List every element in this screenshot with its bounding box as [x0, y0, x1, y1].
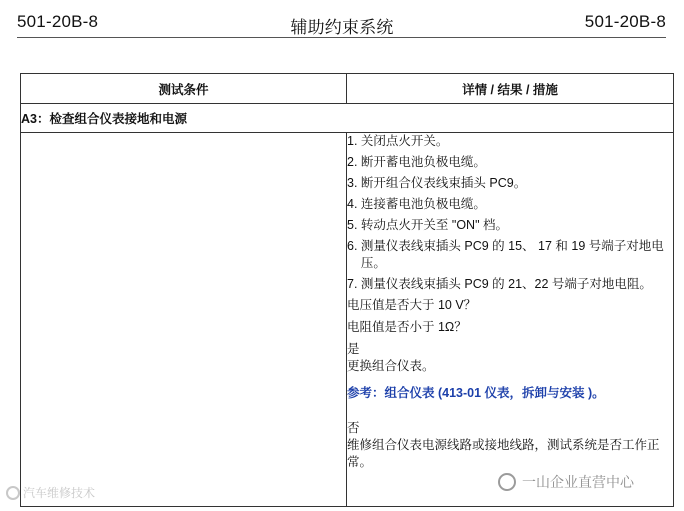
- diagnostic-table: [20, 73, 674, 507]
- list-item: 6. 测量仪表线束插头 PC9 的 15、 17 和 19 号端子对地电压。: [347, 239, 664, 270]
- list-item: 1. 关闭点火开关。: [347, 134, 449, 148]
- yes-action: 更换组合仪表。: [347, 359, 435, 373]
- no-label: 否: [347, 421, 360, 435]
- watermark-right: 一山企业直营中心: [498, 472, 634, 492]
- details-cell: [347, 133, 674, 507]
- resistance-question: 电阻值是否小于 1Ω？: [347, 320, 467, 334]
- yes-label: 是: [347, 342, 360, 356]
- watermark-left: 汽车维修技术: [6, 484, 95, 501]
- list-item: 3. 断开组合仪表线束插头 PC9。: [347, 176, 527, 190]
- doc-code-right: 501-20B-8: [584, 12, 666, 31]
- col-header-conditions: 测试条件: [21, 74, 347, 104]
- header-divider: [17, 37, 666, 38]
- list-item: 2. 断开蓄电池负极电缆。: [347, 155, 486, 169]
- voltage-question: 电压值是否大于 10 V？: [347, 298, 477, 312]
- doc-title: 辅助约束系统: [290, 18, 394, 37]
- list-item: 5. 转动点火开关至 "ON" 档。: [347, 218, 508, 232]
- wechat-icon: [498, 473, 516, 491]
- col-header-details: 详情 / 结果 / 措施: [347, 74, 674, 104]
- reference-link[interactable]: 参考：组合仪表 (413-01 仪表，拆卸与安装 )。: [347, 386, 605, 400]
- list-item: 4. 连接蓄电池负极电缆。: [347, 197, 486, 211]
- conditions-cell: [21, 133, 347, 507]
- doc-code-left: 501-20B-8: [17, 12, 99, 31]
- step-title: A3：检查组合仪表接地和电源: [21, 104, 674, 133]
- list-item: 7. 测量仪表线束插头 PC9 的 21、22 号端子对地电阻。: [347, 277, 652, 291]
- no-action: 维修组合仪表电源线路或接地线路，测试系统是否工作正常。: [347, 438, 660, 469]
- watermark-logo-icon: [6, 486, 20, 500]
